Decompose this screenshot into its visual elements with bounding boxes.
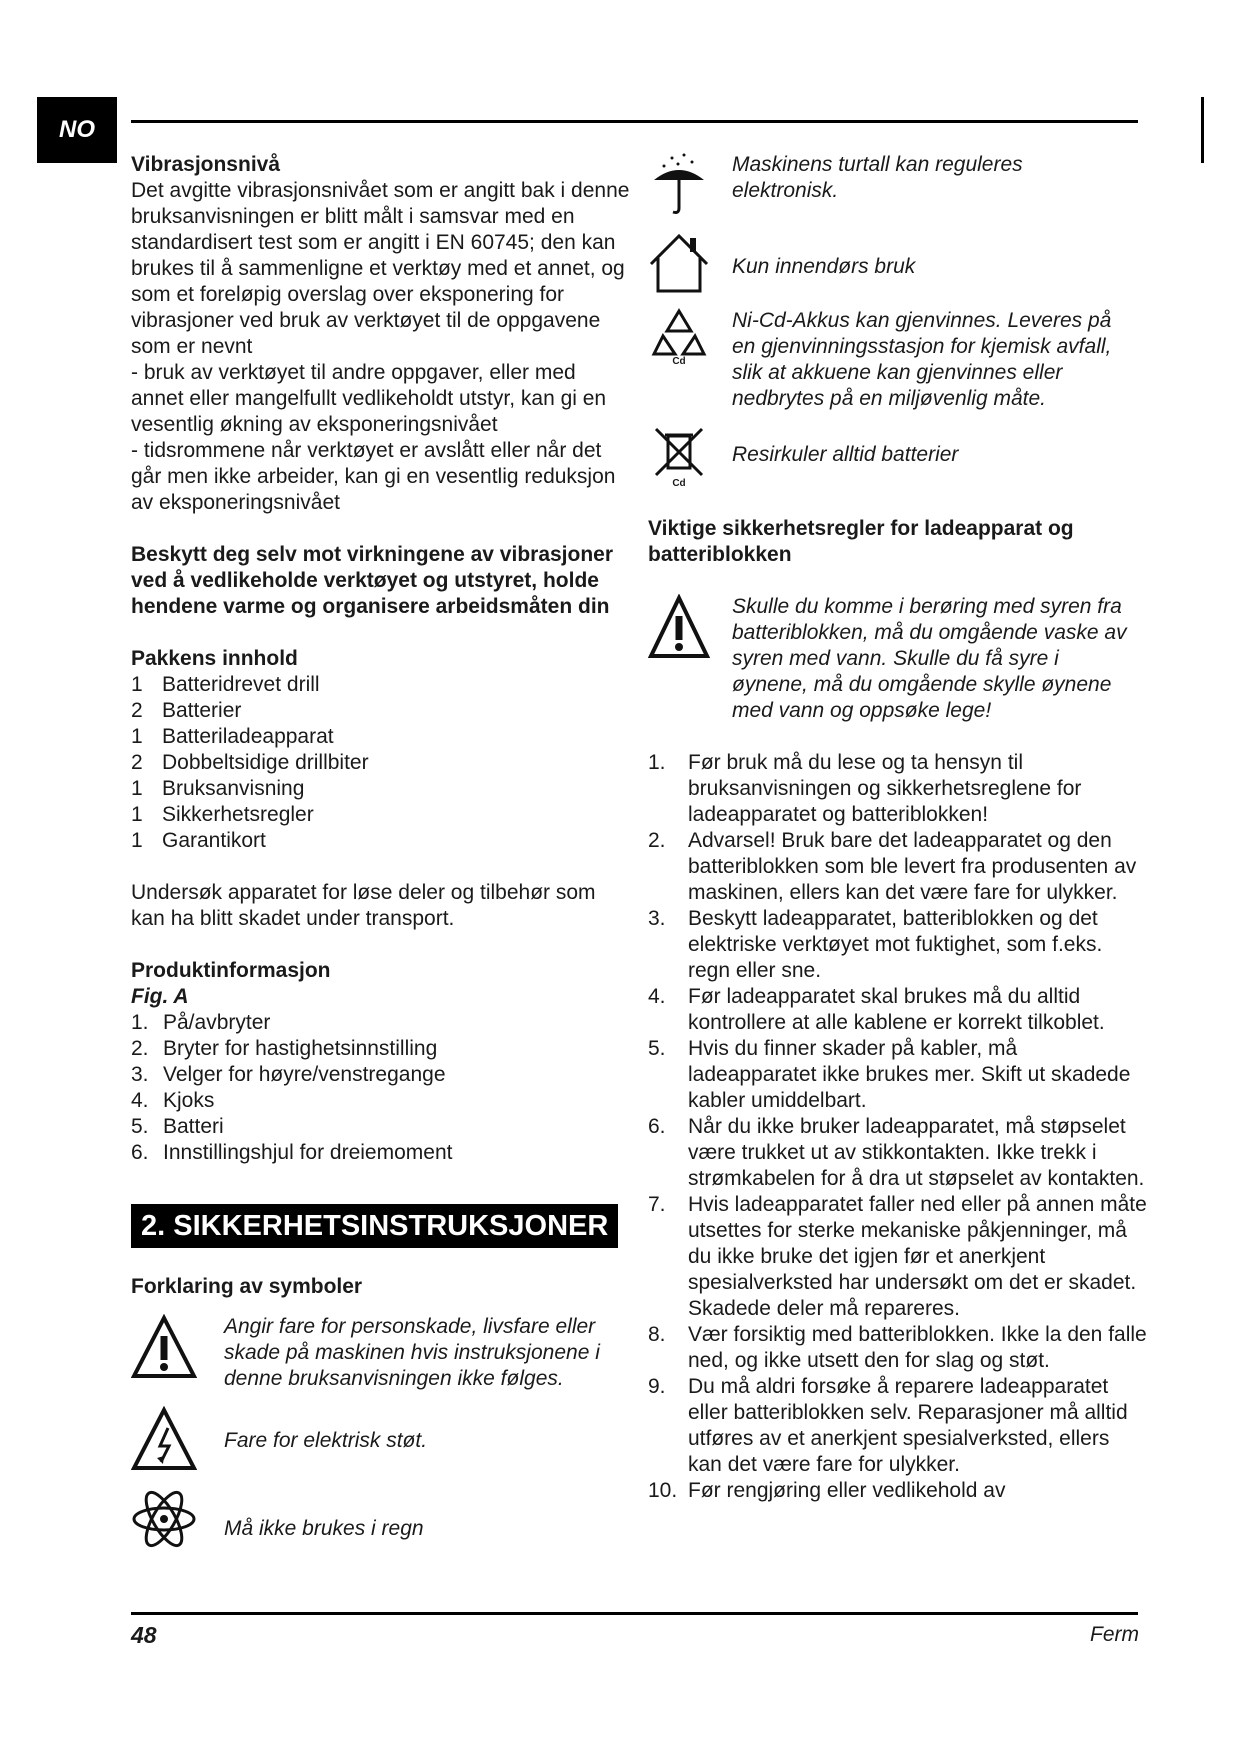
list-item xyxy=(648,750,1148,828)
item-qty: 1 xyxy=(131,725,143,748)
symbol-row-indoor xyxy=(648,232,1148,294)
house-icon xyxy=(648,232,710,294)
figure-label: Fig. A xyxy=(131,985,189,1008)
list-item xyxy=(131,672,631,698)
warning-triangle-icon xyxy=(648,594,710,660)
list-item xyxy=(131,750,631,776)
charger-rules-list xyxy=(648,750,1148,1504)
rule-text: Advarsel! Bruk bare det ladeapparatet og den batteriblokken som ble levert fra produsenten av maskinen, ellers kan det være fare for ulykker. xyxy=(688,829,1137,904)
item-number: 4. xyxy=(131,1089,149,1112)
item-text: På/avbryter xyxy=(163,1011,271,1034)
vibration-title: Vibrasjonsnivå xyxy=(131,153,281,176)
package-title: Pakkens innhold xyxy=(131,647,298,670)
symbol-row-warning xyxy=(131,1314,631,1392)
left-column xyxy=(131,152,631,1552)
list-item xyxy=(131,698,631,724)
list-item xyxy=(131,1114,631,1140)
item-qty: 2 xyxy=(131,751,143,774)
symbol-row-recycle xyxy=(648,308,1148,412)
package-note: Undersøk apparatet for løse deler og tilbehør som kan ha blitt skadet under transport. xyxy=(131,881,596,930)
item-qty: 1 xyxy=(131,777,143,800)
list-item xyxy=(648,1036,1148,1114)
no-rain-icon xyxy=(131,1486,197,1552)
symbol-row-electric xyxy=(131,1406,631,1472)
protect-heading: Beskytt deg selv mot virkningene av vibrasjoner ved å vedlikeholde verktøyet og utstyret, holde hendene varme og organisere arbeidsmåten din xyxy=(131,543,614,618)
symbol-warning-text: Angir fare for personskade, livsfare eller skade på maskinen hvis instruksjonene i denne bruksanvisningen ikke følges. xyxy=(224,1315,600,1390)
list-item xyxy=(648,1114,1148,1192)
item-text: Kjoks xyxy=(163,1089,215,1112)
list-item xyxy=(648,1192,1148,1322)
item-text: Batteri xyxy=(163,1115,224,1138)
item-number: 1. xyxy=(131,1011,149,1034)
product-title: Produktinformasjon xyxy=(131,959,331,982)
right-column xyxy=(648,152,1148,1504)
list-item xyxy=(648,1322,1148,1374)
top-rule xyxy=(131,120,1138,123)
list-item xyxy=(131,776,631,802)
item-number: 5. xyxy=(131,1115,149,1138)
item-number: 3. xyxy=(131,1063,149,1086)
symbol-speed-text: Maskinens turtall kan reguleres elektronisk. xyxy=(732,153,1023,202)
package-list xyxy=(131,672,631,854)
item-text: Innstillingshjul for dreiemoment xyxy=(163,1141,453,1164)
list-item xyxy=(131,828,631,854)
section-banner: 2. SIKKERHETSINSTRUKSJONER xyxy=(131,1204,618,1248)
cd-label: Cd xyxy=(672,356,686,367)
rule-text: Hvis ladeapparatet faller ned eller på annen måte utsettes for sterke mekaniske påkjenninger, må du ikke bruke det igjen før et anerkjent spesialverksted har undersøkt om det er skadet. Skadede deler må repareres. xyxy=(688,1193,1147,1320)
rule-text: Når du ikke bruker ladeapparatet, må støpselet være trukket ut av stikkontakten. Ikke trekk i strømkabelen for å dra ut støpselet av kontakten. xyxy=(688,1115,1145,1190)
vibration-bullet-1: - bruk av verktøyet til andre oppgaver, eller med annet eller mangelfullt vedlikeholdt utstyr, kan gi en vesentlig økning av eksponeringsnivået xyxy=(131,361,607,436)
item-number: 2. xyxy=(131,1037,149,1060)
charger-heading: Viktige sikkerhetsregler for ladeapparat og batteriblokken xyxy=(648,517,1074,566)
item-name: Sikkerhetsregler xyxy=(162,803,314,826)
symbol-rain-text: Må ikke brukes i regn xyxy=(224,1517,424,1540)
acid-warning-text: Skulle du komme i berøring med syren fra batteriblokken, må du omgående vaske av syren med vann. Skulle du få syre i øynene, må du omgående skylle øynene med vann og oppsøke lege! xyxy=(732,595,1127,722)
symbol-row-rain xyxy=(131,1486,631,1552)
symbol-row-speed xyxy=(648,152,1148,218)
list-item xyxy=(648,1374,1148,1478)
list-item xyxy=(131,724,631,750)
rule-text: Hvis du finner skader på kabler, må ladeapparatet ikke brukes mer. Skift ut skadede kabler umiddelbart. xyxy=(688,1037,1131,1112)
list-item xyxy=(131,1140,631,1166)
crossed-bin-icon xyxy=(651,426,707,478)
item-qty: 1 xyxy=(131,829,143,852)
rule-number: 6. xyxy=(648,1115,666,1138)
language-tab: NO xyxy=(37,97,117,163)
electric-shock-icon xyxy=(131,1406,197,1472)
rule-text: Vær forsiktig med batteriblokken. Ikke la den falle ned, og ikke utsett den for slag og støt. xyxy=(688,1323,1147,1372)
rule-number: 10. xyxy=(648,1479,678,1502)
product-list xyxy=(131,1010,631,1166)
list-item xyxy=(648,1478,1148,1504)
symbol-indoor-text: Kun innendørs bruk xyxy=(732,255,916,278)
warning-triangle-icon xyxy=(131,1314,197,1380)
symbol-row-bin xyxy=(648,426,1148,490)
vibration-body: Det avgitte vibrasjonsnivået som er angitt bak i denne bruksanvisningen er blitt målt i samsvar med en standardisert test som er angitt i EN 60745; den kan brukes til å sammenligne et verktøy med et annet, og som et foreløpig overslag over eksponering for vibrasjoner ved bruk av verktøyet til de oppgavene som er nevnt xyxy=(131,179,630,358)
list-item xyxy=(648,984,1148,1036)
rule-text: Du må aldri forsøke å reparere ladeapparatet eller batteriblokken selv. Reparasjoner må alltid utføres av et anerkjent spesialverksted, ellers kan det være fare for ulykker. xyxy=(688,1375,1128,1476)
item-number: 6. xyxy=(131,1141,149,1164)
list-item xyxy=(131,1062,631,1088)
symbol-electric-text: Fare for elektrisk støt. xyxy=(224,1429,428,1452)
item-qty: 2 xyxy=(131,699,143,722)
rule-text: Før rengjøring eller vedlikehold av xyxy=(688,1479,1006,1502)
item-text: Velger for høyre/venstregange xyxy=(163,1063,446,1086)
item-qty: 1 xyxy=(131,803,143,826)
list-item xyxy=(131,1088,631,1114)
page-number: 48 xyxy=(131,1622,157,1648)
rule-number: 5. xyxy=(648,1037,666,1060)
acid-warning-row xyxy=(648,594,1148,724)
rule-number: 4. xyxy=(648,985,666,1008)
list-item xyxy=(131,1036,631,1062)
umbrella-rain-icon xyxy=(648,152,710,218)
item-name: Batteriladeapparat xyxy=(162,725,334,748)
rule-text: Før ladeapparatet skal brukes må du alltid kontrollere at alle kablene er korrekt tilkoblet. xyxy=(688,985,1105,1034)
bottom-rule xyxy=(131,1612,1138,1615)
vibration-bullet-2: - tidsrommene når verktøyet er avslått eller når det går men ikke arbeider, kan gi en vesentlig reduksjon av eksponeringsnivået xyxy=(131,439,616,514)
rule-number: 3. xyxy=(648,907,666,930)
symbol-bin-text: Resirkuler alltid batterier xyxy=(732,443,959,466)
rule-number: 7. xyxy=(648,1193,666,1216)
cd-label: Cd xyxy=(672,478,686,489)
item-name: Garantikort xyxy=(162,829,266,852)
rule-number: 1. xyxy=(648,751,666,774)
bin-symbol xyxy=(648,426,710,490)
list-item xyxy=(648,828,1148,906)
rule-number: 9. xyxy=(648,1375,666,1398)
rule-number: 8. xyxy=(648,1323,666,1346)
item-qty: 1 xyxy=(131,673,143,696)
rule-number: 2. xyxy=(648,829,666,852)
list-item xyxy=(648,906,1148,984)
item-name: Batterier xyxy=(162,699,242,722)
edge-mark xyxy=(1201,97,1204,163)
symbols-title: Forklaring av symboler xyxy=(131,1275,363,1298)
brand-name: Ferm xyxy=(1090,1623,1139,1646)
symbol-recycle-text: Ni-Cd-Akkus kan gjenvinnes. Leveres på en gjenvinningsstasjon for kjemisk avfall, slik at akkuene kan gjenvinnes eller nedbrytes på en miljøvenlig måte. xyxy=(732,309,1112,410)
item-name: Batteridrevet drill xyxy=(162,673,320,696)
list-item xyxy=(131,1010,631,1036)
item-name: Dobbeltsidige drillbiter xyxy=(162,751,369,774)
item-text: Bryter for hastighetsinnstilling xyxy=(163,1037,438,1060)
item-name: Bruksanvisning xyxy=(162,777,305,800)
rule-text: Beskytt ladeapparatet, batteriblokken og det elektriske verktøyet mot fuktighet, som f.eks. regn eller sne. xyxy=(688,907,1103,982)
recycle-icon xyxy=(651,308,707,356)
list-item xyxy=(131,802,631,828)
recycle-symbol xyxy=(648,308,710,368)
rule-text: Før bruk må du lese og ta hensyn til bruksanvisningen og sikkerhetsreglene for ladeapparatet og batteriblokken! xyxy=(688,751,1082,826)
